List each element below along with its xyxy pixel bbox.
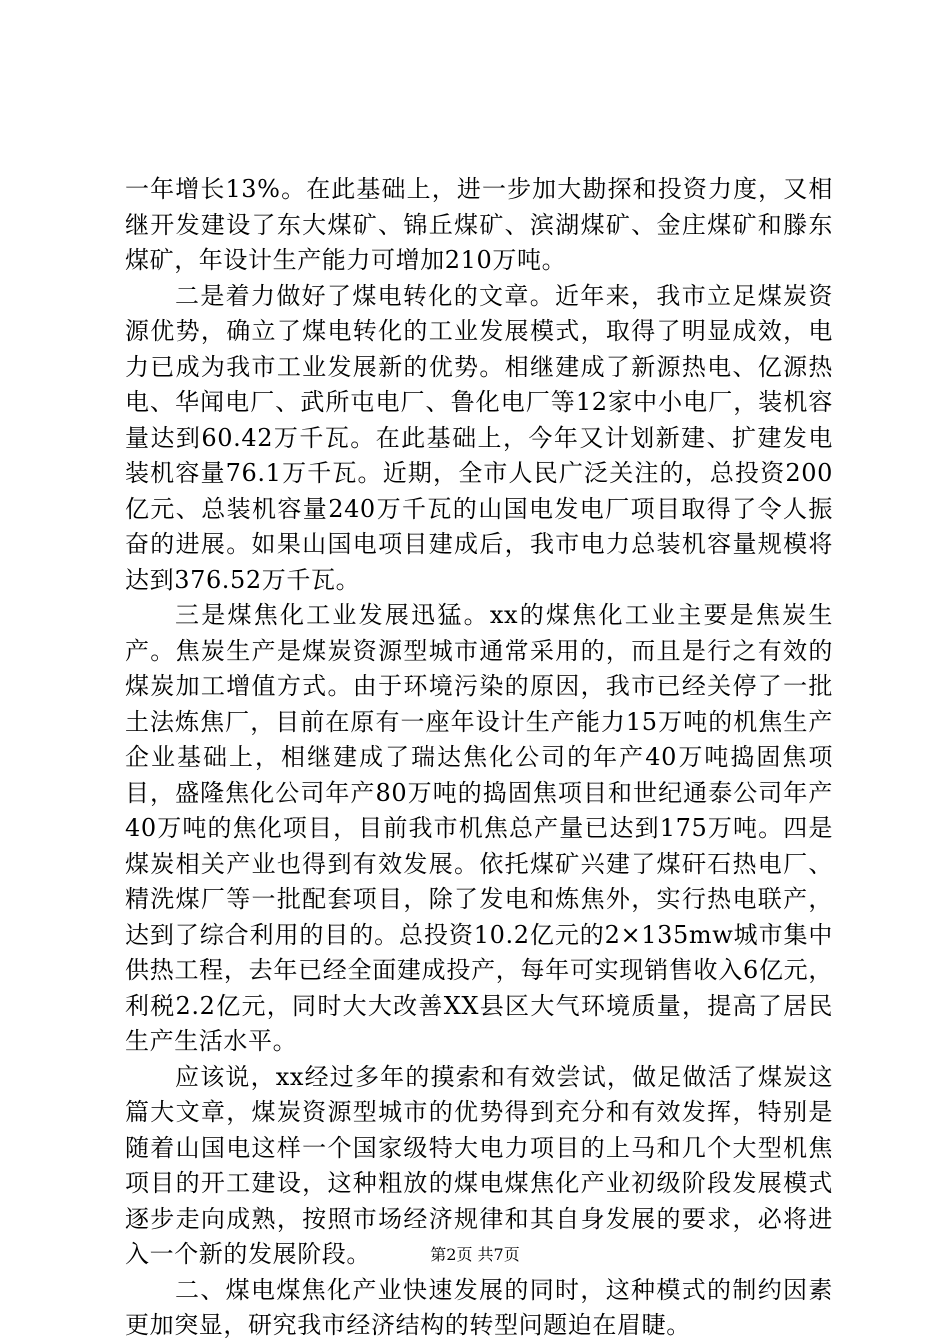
paragraph-3: 三是煤焦化工业发展迅猛。xx的煤焦化工业主要是焦炭生产。焦炭生产是煤炭资源型城市通常采用的，而且是行之有效的煤炭加工增值方式。由于环境污染的原因，我市已经关停了一批土法炼焦厂，目前在原有一座年设计生产能力15万吨的机焦生产企业基础上，相继建成了瑞达焦化公司的年产40万吨捣固焦项目，盛隆焦化公司年产80万吨的捣固焦项目和世纪通泰公司年产40万吨的焦化项目，目前我市机焦总产量已达到175万吨。四是煤炭相关产业也得到有效发展。依托煤矿兴建了煤矸石热电厂、精洗煤厂等一批配套项目，除了发电和炼焦外，实行热电联产，达到了综合利用的目的。总投资10.2亿元的2×135mw城市集中供热工程，去年已经全面建成投产，每年可实现销售收入6亿元，利税2.2亿元，同时大大改善XX县区大气环境质量，提高了居民生产生活水平。 [125,601,833,1055]
paragraph-5: 二、煤电煤焦化产业快速发展的同时，这种模式的制约因素更加突显，研究我市经济结构的转型问题迫在眉睫。 [125,1275,833,1339]
page-number-footer: 第2页 共7页 [430,1245,520,1264]
document-body [125,172,833,1344]
paragraph-2: 二是着力做好了煤电转化的文章。近年来，我市立足煤炭资源优势，确立了煤电转化的工业发展模式，取得了明显成效，电力已成为我市工业发展新的优势。相继建成了新源热电、亿源热电、华闻电厂、武所屯电厂、鲁化电厂等12家中小电厂，装机容量达到60.42万千瓦。在此基础上，今年又计划新建、扩建发电装机容量76.1万千瓦。近期，全市人民广泛关注的，总投资200亿元、总装机容量240万千瓦的山国电发电厂项目取得了令人振奋的进展。如果山国电项目建成后，我市电力总装机容量规模将达到376.52万千瓦。 [125,281,833,594]
paragraph-1: 一年增长13%。在此基础上，进一步加大勘探和投资力度，又相继开发建设了东大煤矿、锦丘煤矿、滨湖煤矿、金庄煤矿和滕东煤矿，年设计生产能力可增加210万吨。 [125,175,833,274]
paragraph-4: 应该说，xx经过多年的摸索和有效尝试，做足做活了煤炭这篇大文章，煤炭资源型城市的优势得到充分和有效发挥，特别是随着山国电这样一个国家级特大电力项目的上马和几个大型机焦项目的开工建设，这种粗放的煤电煤焦化产业初级阶段发展模式逐步走向成熟，按照市场经济规律和其自身发展的要求，必将进入一个新的发展阶段。 [125,1062,833,1268]
